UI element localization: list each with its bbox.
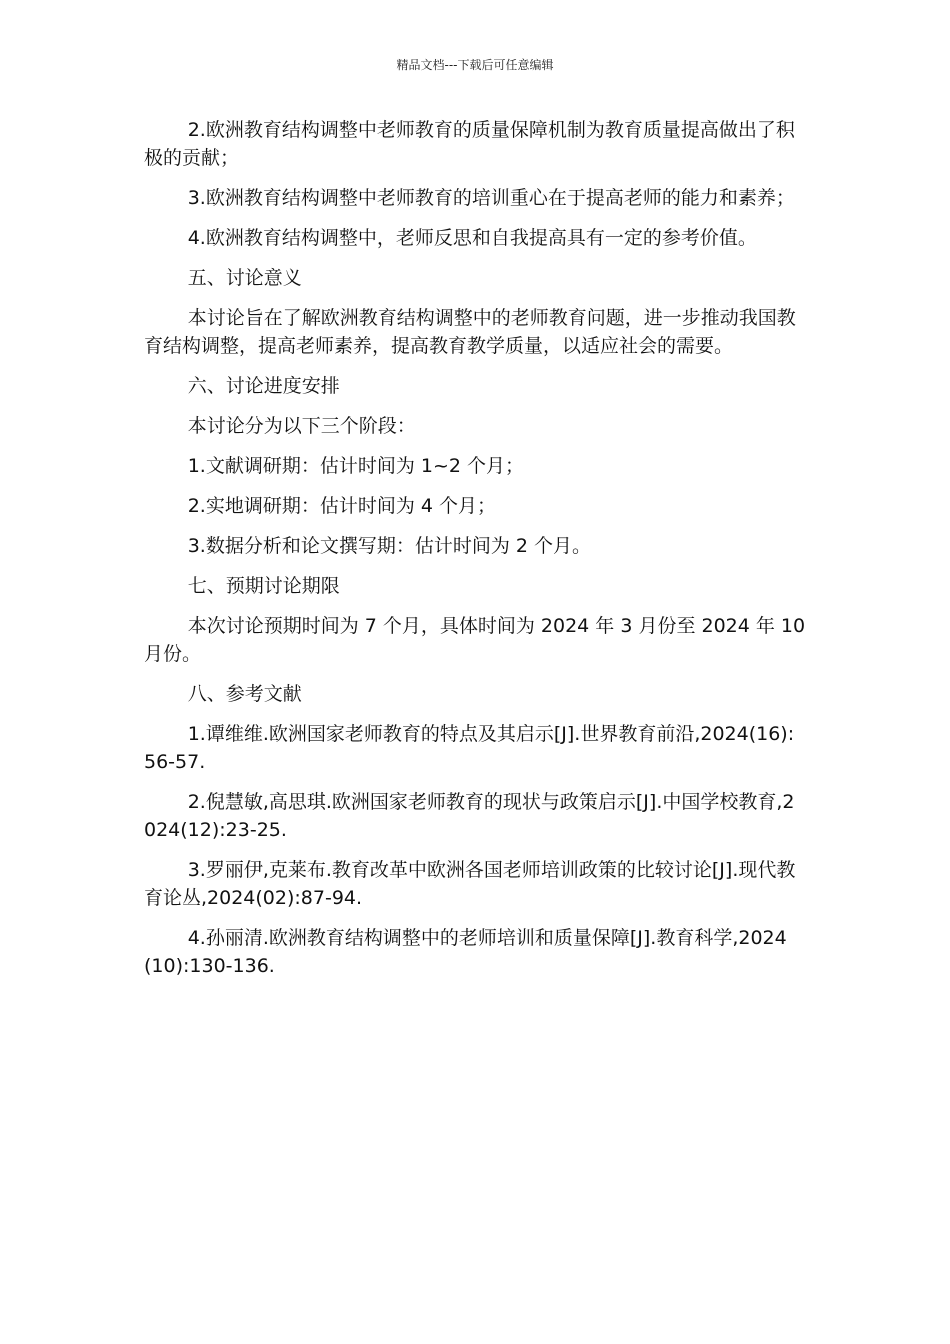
conclusion-item-2: 2.欧洲教育结构调整中老师教育的质量保障机制为教育质量提高做出了积极的贡献； — [144, 119, 795, 169]
significance-paragraph: 本讨论旨在了解欧洲教育结构调整中的老师教育问题，进一步推动我国教育结构调整，提高老师素养，提高教育教学质量，以适应社会的需要。 — [144, 307, 796, 357]
section-heading-duration: 七、预期讨论期限 — [187, 575, 340, 597]
duration-paragraph: 本次讨论预期时间为 7 个月，具体时间为 2024 年 3 月份至 2024 年 10 月份。 — [144, 615, 806, 665]
schedule-item-3: 3.数据分析和论文撰写期：估计时间为 2 个月。 — [187, 535, 591, 557]
section-heading-schedule: 六、讨论进度安排 — [187, 375, 340, 397]
section-heading-significance: 五、讨论意义 — [187, 267, 302, 289]
reference-item-3: 3.罗丽伊,克莱布.教育改革中欧洲各国老师培训政策的比较讨论[J].现代教育论丛,2024(02):87-94. — [144, 859, 796, 909]
conclusion-item-4: 4.欧洲教育结构调整中，老师反思和自我提高具有一定的参考价值。 — [187, 227, 757, 249]
conclusion-item-3: 3.欧洲教育结构调整中老师教育的培训重心在于提高老师的能力和素养； — [187, 187, 795, 209]
reference-item-4: 4.孙丽清.欧洲教育结构调整中的老师培训和质量保障[J].教育科学,2024(10):130-136. — [144, 927, 787, 977]
page-header: 精品文档---下载后可任意编辑 — [396, 58, 554, 72]
document-body — [144, 116, 806, 992]
reference-item-2: 2.倪慧敏,高思琪.欧洲国家老师教育的现状与政策启示[J].中国学校教育,2024(12):23-25. — [144, 791, 795, 841]
schedule-item-2: 2.实地调研期：估计时间为 4 个月； — [187, 495, 496, 517]
schedule-intro: 本讨论分为以下三个阶段： — [187, 415, 416, 437]
schedule-item-1: 1.文献调研期：估计时间为 1~2 个月； — [187, 455, 524, 477]
reference-item-1: 1.谭维维.欧洲国家老师教育的特点及其启示[J].世界教育前沿,2024(16):56-57. — [144, 723, 795, 773]
section-heading-references: 八、参考文献 — [187, 683, 302, 705]
